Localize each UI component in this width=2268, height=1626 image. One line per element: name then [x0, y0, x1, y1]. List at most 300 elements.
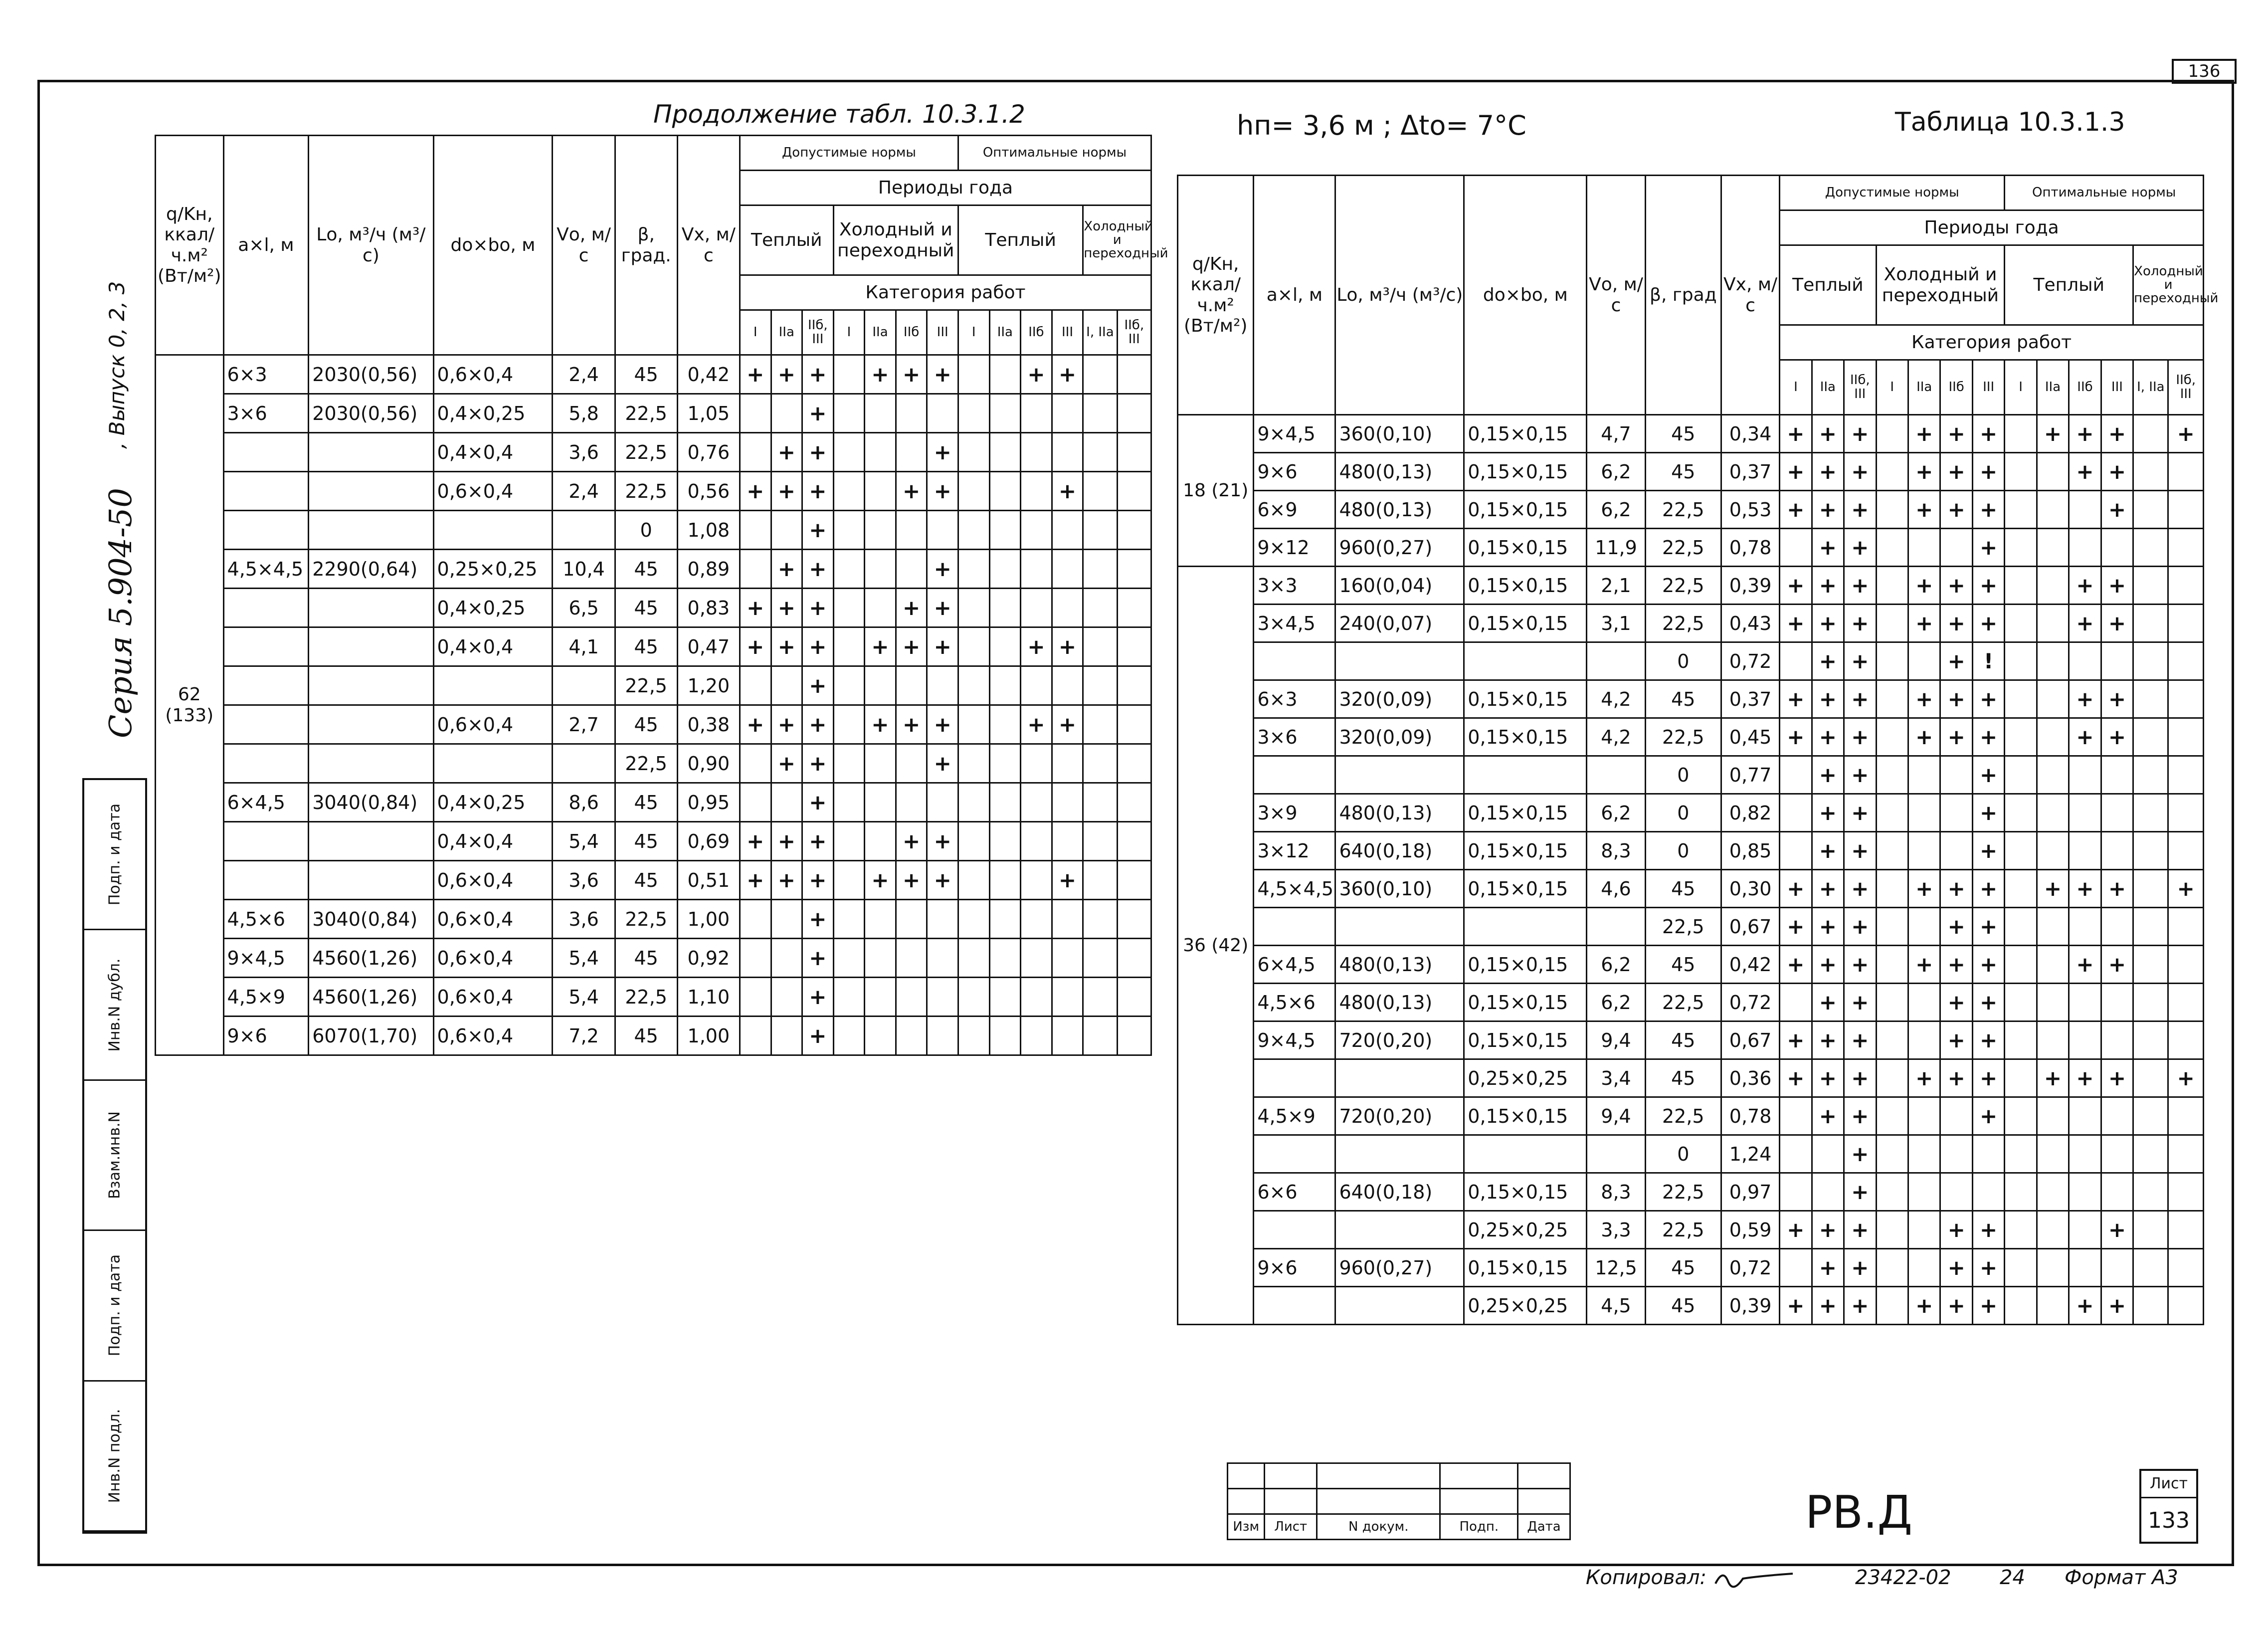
cell-mark: + — [740, 705, 771, 744]
cell-mark: + — [771, 355, 802, 394]
cell-axl — [223, 627, 309, 666]
cell-mark — [1021, 472, 1052, 511]
cell-mark — [740, 744, 771, 783]
cell-mark — [958, 900, 989, 939]
cell-mark — [2168, 1249, 2204, 1287]
cell-mark — [2069, 908, 2101, 946]
cell-mark: + — [802, 472, 834, 511]
cell-mark — [927, 783, 958, 822]
header-category-col: IIб, III — [802, 310, 834, 355]
cell-mark: + — [1940, 908, 1972, 946]
cell-mark — [2037, 642, 2069, 680]
cell-beta: 0 — [1645, 794, 1721, 832]
header-l0: Lо, м³/ч (м³/с) — [309, 136, 433, 355]
cell-mark: + — [2069, 453, 2101, 491]
cell-mark — [958, 861, 989, 900]
cell-d0: 0,15×0,15 — [1464, 1097, 1587, 1135]
cell-mark — [2037, 1021, 2069, 1059]
cell-mark — [1876, 1249, 1908, 1287]
cell-mark: + — [2101, 718, 2133, 756]
footer-num: 24 — [2000, 1566, 2025, 1589]
table-row — [1178, 529, 2204, 567]
cell-v0: 8,3 — [1587, 832, 1645, 870]
cell-mark — [1052, 822, 1083, 861]
cell-vx: 0,37 — [1721, 453, 1779, 491]
cell-mark: + — [865, 355, 896, 394]
cell-mark — [865, 472, 896, 511]
cell-mark: + — [802, 511, 834, 550]
cell-axl — [1254, 1059, 1335, 1097]
cell-mark: + — [1940, 491, 1972, 529]
side-strip-label: Взам.инв.N — [106, 1111, 124, 1199]
cell-mark — [2133, 870, 2168, 908]
cell-mark: + — [927, 705, 958, 744]
cell-d0: 0,6×0,4 — [433, 1016, 553, 1055]
issue-label: , Выпуск 0, 2, 3 — [105, 281, 129, 449]
cell-mark: + — [1908, 1059, 1940, 1097]
cell-mark: + — [1780, 491, 1812, 529]
cell-mark — [2005, 756, 2037, 794]
cell-axl — [223, 589, 309, 627]
cell-l0 — [309, 861, 433, 900]
cell-mark — [1940, 529, 1972, 567]
cell-mark — [2101, 908, 2133, 946]
cell-mark — [958, 783, 989, 822]
cell-mark: + — [771, 433, 802, 472]
cell-mark — [1876, 1211, 1908, 1249]
cell-axl: 4,5×4,5 — [1254, 870, 1335, 908]
cell-mark: + — [1844, 605, 1876, 642]
cell-mark — [1876, 832, 1908, 870]
header-vx: Vх, м/с — [677, 136, 740, 355]
cell-mark — [1052, 589, 1083, 627]
cell-mark — [2037, 567, 2069, 605]
cell-mark: + — [1780, 1287, 1812, 1325]
cell-mark: + — [1780, 567, 1812, 605]
cell-mark — [1908, 529, 1940, 567]
cell-mark: + — [1052, 472, 1083, 511]
cell-axl: 4,5×6 — [223, 900, 309, 939]
cell-mark — [1117, 783, 1151, 822]
cell-l0 — [309, 472, 433, 511]
cell-mark — [958, 511, 989, 550]
cell-mark: + — [865, 705, 896, 744]
cell-mark — [2133, 453, 2168, 491]
cell-l0: 720(0,20) — [1335, 1021, 1464, 1059]
cell-v0: 4,5 — [1587, 1287, 1645, 1325]
cell-mark: + — [1972, 984, 2004, 1021]
corner-sheet-number: 136 — [2188, 61, 2221, 81]
cell-mark — [958, 627, 989, 666]
cell-mark — [865, 666, 896, 705]
cell-d0: 0,15×0,15 — [1464, 453, 1587, 491]
cell-mark: + — [802, 822, 834, 861]
cell-mark — [1780, 529, 1812, 567]
cell-mark: + — [1908, 567, 1940, 605]
cell-mark — [740, 433, 771, 472]
cell-mark — [1940, 832, 1972, 870]
cell-beta: 0 — [1645, 642, 1721, 680]
cell-axl: 4,5×4,5 — [223, 550, 309, 589]
cell-mark — [1876, 491, 1908, 529]
cell-mark — [958, 433, 989, 472]
cell-mark — [2168, 642, 2204, 680]
cell-mark — [1117, 861, 1151, 900]
footer-order: 23422-02 — [1855, 1566, 1951, 1589]
cell-mark — [1083, 589, 1117, 627]
header-periods: Периоды года — [1780, 210, 2204, 245]
cell-mark — [2133, 908, 2168, 946]
cell-mark — [2037, 1211, 2069, 1249]
cell-mark — [2037, 1287, 2069, 1325]
cell-mark — [2101, 1135, 2133, 1173]
cell-v0 — [553, 511, 615, 550]
cell-mark: + — [2069, 718, 2101, 756]
cell-mark: + — [1780, 415, 1812, 453]
table-row — [156, 783, 1151, 822]
cell-mark — [2037, 832, 2069, 870]
cell-mark — [1021, 589, 1052, 627]
cell-mark: + — [1812, 529, 1844, 567]
cell-mark: + — [1812, 908, 1844, 946]
cell-mark: + — [2101, 415, 2133, 453]
cell-beta: 0 — [1645, 1135, 1721, 1173]
cell-mark — [927, 978, 958, 1016]
cell-mark — [958, 589, 989, 627]
sheet-box-number: 133 — [2148, 1508, 2190, 1533]
cell-mark — [1908, 642, 1940, 680]
cell-mark: + — [740, 355, 771, 394]
cell-mark — [1052, 783, 1083, 822]
table-row — [156, 978, 1151, 1016]
cell-mark — [1083, 394, 1117, 433]
cell-mark: + — [896, 861, 927, 900]
cell-mark — [2037, 605, 2069, 642]
cell-beta: 45 — [1645, 1287, 1721, 1325]
cell-mark: + — [802, 550, 834, 589]
cell-mark — [958, 744, 989, 783]
cell-mark — [2133, 1059, 2168, 1097]
cell-l0 — [309, 822, 433, 861]
cell-vx: 0,42 — [1721, 946, 1779, 984]
cell-mark: + — [927, 861, 958, 900]
cell-mark — [2005, 567, 2037, 605]
table-row — [156, 589, 1151, 627]
cell-mark: + — [2069, 680, 2101, 718]
cell-mark — [1052, 978, 1083, 1016]
cell-mark — [896, 394, 927, 433]
cell-vx: 0,78 — [1721, 1097, 1779, 1135]
cell-mark — [2005, 984, 2037, 1021]
cell-mark: + — [1844, 1173, 1876, 1211]
cell-mark — [1021, 900, 1052, 939]
cell-axl — [223, 666, 309, 705]
table-row — [1178, 1059, 2204, 1097]
cell-mark — [1876, 453, 1908, 491]
cell-vx: 0,59 — [1721, 1211, 1779, 1249]
cell-mark — [2133, 605, 2168, 642]
cell-mark: + — [1812, 680, 1844, 718]
cell-beta: 45 — [1645, 453, 1721, 491]
cell-mark: + — [1812, 642, 1844, 680]
cell-mark: + — [2069, 1059, 2101, 1097]
cell-d0 — [433, 511, 553, 550]
cell-mark — [2101, 642, 2133, 680]
cell-mark: + — [1780, 1211, 1812, 1249]
corner-sheet-box — [2172, 59, 2237, 84]
header-category-col: IIб — [1940, 360, 1972, 415]
cell-mark: + — [802, 744, 834, 783]
cell-vx: 0,39 — [1721, 567, 1779, 605]
cell-mark — [1876, 1097, 1908, 1135]
cell-vx: 0,90 — [677, 744, 740, 783]
cell-mark: + — [1812, 718, 1844, 756]
cell-mark: + — [1972, 756, 2004, 794]
cell-mark: + — [1972, 453, 2004, 491]
cell-mark — [2168, 680, 2204, 718]
cell-mark — [1021, 783, 1052, 822]
cell-mark: + — [2037, 870, 2069, 908]
cell-mark — [2168, 718, 2204, 756]
cell-v0: 6,2 — [1587, 794, 1645, 832]
cell-v0 — [1587, 642, 1645, 680]
cell-mark — [865, 550, 896, 589]
cell-l0: 640(0,18) — [1335, 1173, 1464, 1211]
header-category-col: I — [833, 310, 865, 355]
cell-axl: 6×4,5 — [223, 783, 309, 822]
header-q: q/Kн, ккал/ч.м² (Вт/м²) — [156, 136, 224, 355]
cell-v0: 3,3 — [1587, 1211, 1645, 1249]
cell-mark — [989, 511, 1021, 550]
cell-mark — [1083, 1016, 1117, 1055]
cell-mark — [1908, 1211, 1940, 1249]
cell-v0: 2,4 — [553, 472, 615, 511]
cell-mark — [2069, 1135, 2101, 1173]
cell-mark — [1908, 1135, 1940, 1173]
cell-axl — [223, 861, 309, 900]
cell-axl: 9×6 — [223, 1016, 309, 1055]
cell-mark: + — [802, 666, 834, 705]
cell-beta: 22,5 — [1645, 1097, 1721, 1135]
sheet-box — [2139, 1469, 2198, 1544]
cell-mark — [2133, 946, 2168, 984]
cell-mark: + — [1812, 984, 1844, 1021]
cell-mark: + — [1844, 1287, 1876, 1325]
cell-mark: + — [771, 822, 802, 861]
cell-v0: 9,4 — [1587, 1097, 1645, 1135]
cell-l0: 360(0,10) — [1335, 415, 1464, 453]
table-row — [156, 822, 1151, 861]
cell-axl: 9×4,5 — [223, 939, 309, 978]
cell-d0: 0,15×0,15 — [1464, 870, 1587, 908]
cell-l0: 2030(0,56) — [309, 394, 433, 433]
cell-beta: 45 — [1645, 1059, 1721, 1097]
table-row — [1178, 756, 2204, 794]
cell-mark: + — [2069, 1287, 2101, 1325]
cell-mark — [2037, 908, 2069, 946]
cell-mark — [896, 511, 927, 550]
cell-mark: + — [2101, 870, 2133, 908]
footer-format: Формат А3 — [2065, 1566, 2178, 1589]
cell-d0: 0,15×0,15 — [1464, 529, 1587, 567]
side-stamp-strip — [82, 778, 147, 1534]
cell-mark: + — [1780, 680, 1812, 718]
cell-mark — [2069, 1097, 2101, 1135]
cell-mark — [2005, 453, 2037, 491]
cell-beta: 45 — [1645, 415, 1721, 453]
cell-axl: 3×6 — [223, 394, 309, 433]
side-strip-cell — [84, 1081, 145, 1231]
cell-v0 — [1587, 756, 1645, 794]
cell-l0 — [1335, 1059, 1464, 1097]
cell-mark — [1083, 939, 1117, 978]
cell-mark — [1021, 433, 1052, 472]
cell-mark — [771, 783, 802, 822]
cell-vx: 0,69 — [677, 822, 740, 861]
cell-mark: + — [1940, 946, 1972, 984]
cell-mark — [896, 666, 927, 705]
cell-mark — [2037, 529, 2069, 567]
cell-mark: + — [802, 939, 834, 978]
header-category-col: III — [1972, 360, 2004, 415]
cell-mark — [2037, 794, 2069, 832]
cell-l0 — [309, 627, 433, 666]
cell-d0 — [433, 744, 553, 783]
cell-d0 — [1464, 642, 1587, 680]
cell-mark: + — [2037, 415, 2069, 453]
cell-mark: + — [1972, 946, 2004, 984]
cell-mark — [833, 939, 865, 978]
cell-mark: + — [802, 394, 834, 433]
cell-vx: 1,05 — [677, 394, 740, 433]
cell-d0: 0,6×0,4 — [433, 861, 553, 900]
cell-mark — [771, 978, 802, 1016]
header-periods: Периоды года — [740, 171, 1151, 205]
cell-mark — [865, 433, 896, 472]
cell-d0: 0,15×0,15 — [1464, 415, 1587, 453]
cell-mark — [2168, 605, 2204, 642]
cell-mark — [1117, 822, 1151, 861]
cell-beta: 45 — [615, 822, 677, 861]
header-allowed: Допустимые нормы — [1780, 176, 2005, 210]
cell-mark — [1117, 939, 1151, 978]
cell-beta: 45 — [615, 939, 677, 978]
cell-mark: + — [896, 355, 927, 394]
cell-mark — [1876, 1059, 1908, 1097]
cell-mark — [1780, 1097, 1812, 1135]
cell-mark — [1117, 433, 1151, 472]
cell-mark — [1117, 589, 1151, 627]
cell-d0 — [1464, 1135, 1587, 1173]
cell-axl: 3×12 — [1254, 832, 1335, 870]
cell-beta: 45 — [615, 1016, 677, 1055]
cell-mark — [833, 550, 865, 589]
header-category-col: IIб — [2069, 360, 2101, 415]
cell-l0 — [1335, 1211, 1464, 1249]
cell-mark: + — [1052, 705, 1083, 744]
cell-axl — [1254, 1287, 1335, 1325]
cell-mark: + — [1844, 870, 1876, 908]
table-row — [1178, 870, 2204, 908]
cell-vx: 0,34 — [1721, 415, 1779, 453]
cell-mark — [1780, 1173, 1812, 1211]
cell-beta: 45 — [1645, 870, 1721, 908]
cell-mark — [2037, 718, 2069, 756]
header-category-col: III — [1052, 310, 1083, 355]
cell-mark — [989, 744, 1021, 783]
header-category-col: IIб, III — [1844, 360, 1876, 415]
side-strip-cell — [84, 1231, 145, 1381]
cell-mark — [1972, 1173, 2004, 1211]
table-row — [1178, 1287, 2204, 1325]
cell-vx: 1,20 — [677, 666, 740, 705]
cell-d0: 0,6×0,4 — [433, 978, 553, 1016]
cell-mark — [1083, 355, 1117, 394]
cell-mark — [1083, 472, 1117, 511]
cell-v0: 7,2 — [553, 1016, 615, 1055]
cell-d0: 0,4×0,25 — [433, 589, 553, 627]
cell-mark — [1876, 756, 1908, 794]
cell-mark — [740, 666, 771, 705]
cell-mark — [833, 900, 865, 939]
cell-beta: 22,5 — [1645, 567, 1721, 605]
cell-mark: + — [1940, 870, 1972, 908]
cell-mark — [2069, 1021, 2101, 1059]
cell-mark — [927, 394, 958, 433]
header-axl: a×l, м — [1254, 176, 1335, 415]
cell-beta: 45 — [615, 705, 677, 744]
cell-mark: + — [1972, 908, 2004, 946]
cell-mark — [1876, 1173, 1908, 1211]
cell-v0: 6,2 — [1587, 946, 1645, 984]
cell-beta: 0 — [1645, 756, 1721, 794]
cell-d0: 0,4×0,25 — [433, 394, 553, 433]
cell-mark — [2037, 1173, 2069, 1211]
cell-axl — [223, 472, 309, 511]
cell-mark — [865, 511, 896, 550]
cell-beta: 22,5 — [615, 900, 677, 939]
cell-mark: + — [927, 589, 958, 627]
table-row — [1178, 415, 2204, 453]
cell-mark — [1117, 627, 1151, 666]
table-row — [1178, 453, 2204, 491]
cell-mark — [833, 355, 865, 394]
header-warm: Теплый — [1780, 245, 1876, 325]
cell-mark: + — [1908, 870, 1940, 908]
cell-l0 — [309, 433, 433, 472]
cell-axl: 6×6 — [1254, 1173, 1335, 1211]
cell-mark — [1780, 794, 1812, 832]
cell-d0: 0,6×0,4 — [433, 472, 553, 511]
header-optimal: Оптимальные нормы — [958, 136, 1151, 171]
cell-mark — [1876, 908, 1908, 946]
cell-mark — [1940, 1173, 1972, 1211]
cell-mark: + — [2101, 605, 2133, 642]
cell-vx: 0,67 — [1721, 908, 1779, 946]
cell-mark: + — [802, 355, 834, 394]
cell-mark: + — [1052, 861, 1083, 900]
cell-mark — [2005, 1021, 2037, 1059]
cell-mark — [1780, 832, 1812, 870]
cell-mark: + — [927, 472, 958, 511]
table-row — [1178, 680, 2204, 718]
table-row — [156, 433, 1151, 472]
cell-mark — [958, 978, 989, 1016]
cell-mark — [2168, 491, 2204, 529]
cell-mark — [2168, 1211, 2204, 1249]
table-row — [1178, 908, 2204, 946]
cell-mark: + — [1940, 680, 1972, 718]
